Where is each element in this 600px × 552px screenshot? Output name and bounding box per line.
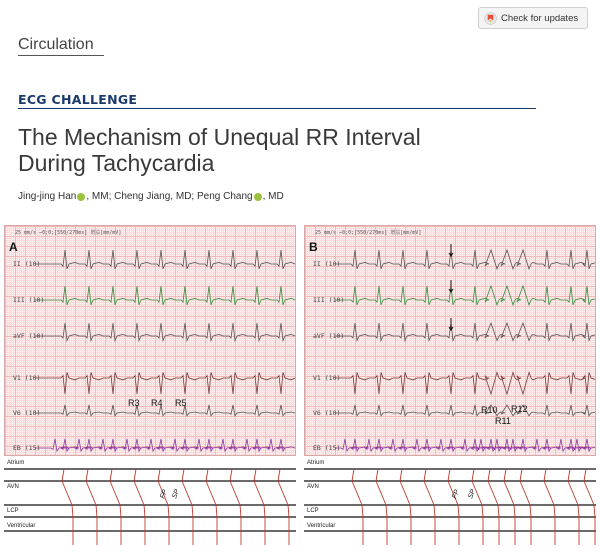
ecg-trace-v1 xyxy=(335,372,596,394)
avn-conduction xyxy=(544,481,554,505)
check-updates-label: Check for updates xyxy=(501,12,579,24)
ladder-row-avn: AVN xyxy=(7,484,19,490)
avn-conduction xyxy=(352,481,362,505)
lead-label-ii: II (10) xyxy=(13,260,41,268)
author-list-end[interactable]: , MD xyxy=(262,191,284,202)
atrial-activation xyxy=(544,469,546,481)
avn-conduction xyxy=(86,481,96,505)
avn-conduction xyxy=(62,481,72,505)
recording-settings: 25 mm/s ←0;0;[550/270ms] 增益[mm/mV] xyxy=(315,230,422,236)
avn-conduction xyxy=(230,481,240,505)
ecg-figure xyxy=(4,225,596,552)
ecg-strip-a xyxy=(4,225,296,456)
avn-conduction xyxy=(584,481,594,505)
atrial-activation xyxy=(584,469,586,481)
atrial-activation xyxy=(158,469,160,481)
r-label: R4 xyxy=(151,398,163,408)
journal-underline xyxy=(18,55,104,56)
lead-label-v1: V1 (10) xyxy=(313,374,341,382)
atrial-activation xyxy=(230,469,232,481)
ecg-trace-v6 xyxy=(35,405,296,416)
pathway-label-fp: FP xyxy=(451,488,461,500)
atrial-activation xyxy=(110,469,112,481)
orcid-icon[interactable] xyxy=(77,193,85,201)
lcp-conduction xyxy=(594,505,595,517)
lcp-conduction xyxy=(530,505,531,517)
ladder-row-ventricular: Ventricular xyxy=(7,523,36,529)
atrial-activation xyxy=(278,469,280,481)
lcp-conduction xyxy=(264,505,265,517)
lcp-conduction xyxy=(458,505,459,517)
avn-conduction xyxy=(182,481,192,505)
atrial-activation xyxy=(488,469,490,481)
atrial-activation xyxy=(504,469,506,481)
avn-conduction xyxy=(134,481,144,505)
atrial-activation xyxy=(520,469,522,481)
avn-conduction xyxy=(504,481,514,505)
ladder-row-avn: AVN xyxy=(307,484,319,490)
ecg-trace-v1 xyxy=(35,372,296,394)
r-label: R12 xyxy=(511,404,528,414)
lcp-conduction xyxy=(554,505,555,517)
lcp-conduction xyxy=(168,505,169,517)
r-label: R5 xyxy=(175,398,187,408)
panel-letter: B xyxy=(309,240,318,254)
lcp-conduction xyxy=(96,505,97,517)
lcp-conduction xyxy=(216,505,217,517)
r-label: R10 xyxy=(481,405,498,415)
atrial-activation xyxy=(448,469,450,481)
ladder-lines-a xyxy=(4,457,296,547)
lead-label-avf: aVF (10) xyxy=(13,332,45,340)
ecg-trace-v6 xyxy=(335,405,596,416)
atrial-activation xyxy=(206,469,208,481)
panel-letter: A xyxy=(9,240,18,254)
avn-conduction xyxy=(376,481,386,505)
journal-name[interactable]: Circulation xyxy=(18,36,94,53)
lcp-conduction xyxy=(192,505,193,517)
atrial-activation xyxy=(62,469,64,481)
atrial-activation xyxy=(424,469,426,481)
lead-label-ii: II (10) xyxy=(313,260,341,268)
ecg-traces-b xyxy=(305,226,596,456)
r-label: R3 xyxy=(128,398,140,408)
ecg-trace-iii xyxy=(35,286,296,305)
panel-a xyxy=(4,225,296,547)
ecg-trace-eb xyxy=(335,439,596,451)
lead-label-v6: V6 (10) xyxy=(13,409,41,417)
ladder-diagram-b xyxy=(304,457,596,547)
title-line-2: During Tachycardia xyxy=(18,150,215,176)
lcp-conduction xyxy=(410,505,411,517)
atrial-activation xyxy=(400,469,402,481)
ecg-trace-avf xyxy=(35,323,296,341)
avn-conduction xyxy=(400,481,410,505)
orcid-icon[interactable] xyxy=(254,193,262,201)
lead-label-iii: III (10) xyxy=(313,296,345,304)
lead-label-avf: aVF (10) xyxy=(313,332,345,340)
section-rule xyxy=(18,108,536,109)
lead-label-eb: EB (15) xyxy=(313,444,341,452)
lcp-conduction xyxy=(434,505,435,517)
pathway-label-sp: SP xyxy=(171,488,182,500)
ecg-trace-iii xyxy=(335,286,596,305)
ecg-strip-b xyxy=(304,225,596,456)
ecg-trace-eb xyxy=(35,439,296,451)
atrial-activation xyxy=(182,469,184,481)
lcp-conduction xyxy=(240,505,241,517)
atrial-activation xyxy=(568,469,570,481)
lead-label-v1: V1 (10) xyxy=(13,374,41,382)
lcp-conduction xyxy=(498,505,499,517)
atrial-activation xyxy=(472,469,474,481)
lcp-conduction xyxy=(144,505,145,517)
ladder-row-ventricular: Ventricular xyxy=(307,523,336,529)
pathway-label-fp: FP xyxy=(159,488,169,500)
avn-conduction xyxy=(520,481,530,505)
atrial-activation xyxy=(86,469,88,481)
lcp-conduction xyxy=(514,505,515,517)
check-for-updates-button[interactable] xyxy=(478,7,588,29)
avn-conduction xyxy=(424,481,434,505)
recording-settings: 25 mm/s ←0;0;[550/270ms] 增益[mm/mV] xyxy=(15,230,122,236)
ecg-trace-avf xyxy=(335,323,596,341)
ladder-lines-b xyxy=(304,457,596,547)
title-line-1: The Mechanism of Unequal RR Interval xyxy=(18,124,421,150)
ecg-traces-a xyxy=(5,226,296,456)
avn-conduction xyxy=(488,481,498,505)
avn-conduction xyxy=(568,481,578,505)
lead-label-iii: III (10) xyxy=(13,296,45,304)
avn-conduction xyxy=(110,481,120,505)
crossmark-icon xyxy=(484,12,497,25)
author-list-middle[interactable]: , MM; Cheng Jiang, MD; Peng Chang xyxy=(86,191,253,202)
article-title xyxy=(18,124,558,176)
avn-conduction xyxy=(278,481,288,505)
atrial-activation xyxy=(254,469,256,481)
author-list xyxy=(18,191,284,202)
pathway-label-sp: SP xyxy=(467,488,478,500)
lcp-conduction xyxy=(362,505,363,517)
lead-label-v6: V6 (10) xyxy=(313,409,341,417)
lcp-conduction xyxy=(72,505,73,517)
section-heading: ECG CHALLENGE xyxy=(18,92,138,107)
ladder-row-atrium: Atrium xyxy=(307,460,325,466)
ladder-row-lcp: LCP xyxy=(307,508,319,514)
author-1[interactable]: Jing-jing Han xyxy=(18,191,77,202)
avn-conduction xyxy=(254,481,264,505)
lcp-conduction xyxy=(288,505,289,517)
atrial-activation xyxy=(134,469,136,481)
r-label: R11 xyxy=(495,416,511,426)
lcp-conduction xyxy=(120,505,121,517)
atrial-activation xyxy=(376,469,378,481)
ecg-trace-ii xyxy=(335,250,596,269)
atrial-activation xyxy=(352,469,354,481)
lcp-conduction xyxy=(386,505,387,517)
avn-conduction xyxy=(206,481,216,505)
lcp-conduction xyxy=(578,505,579,517)
ecg-trace-ii xyxy=(35,250,296,269)
ladder-diagram-a xyxy=(4,457,296,547)
ladder-row-lcp: LCP xyxy=(7,508,19,514)
lead-label-eb: EB (15) xyxy=(13,444,41,452)
ladder-row-atrium: Atrium xyxy=(7,460,25,466)
panel-b xyxy=(304,225,596,547)
lcp-conduction xyxy=(482,505,483,517)
